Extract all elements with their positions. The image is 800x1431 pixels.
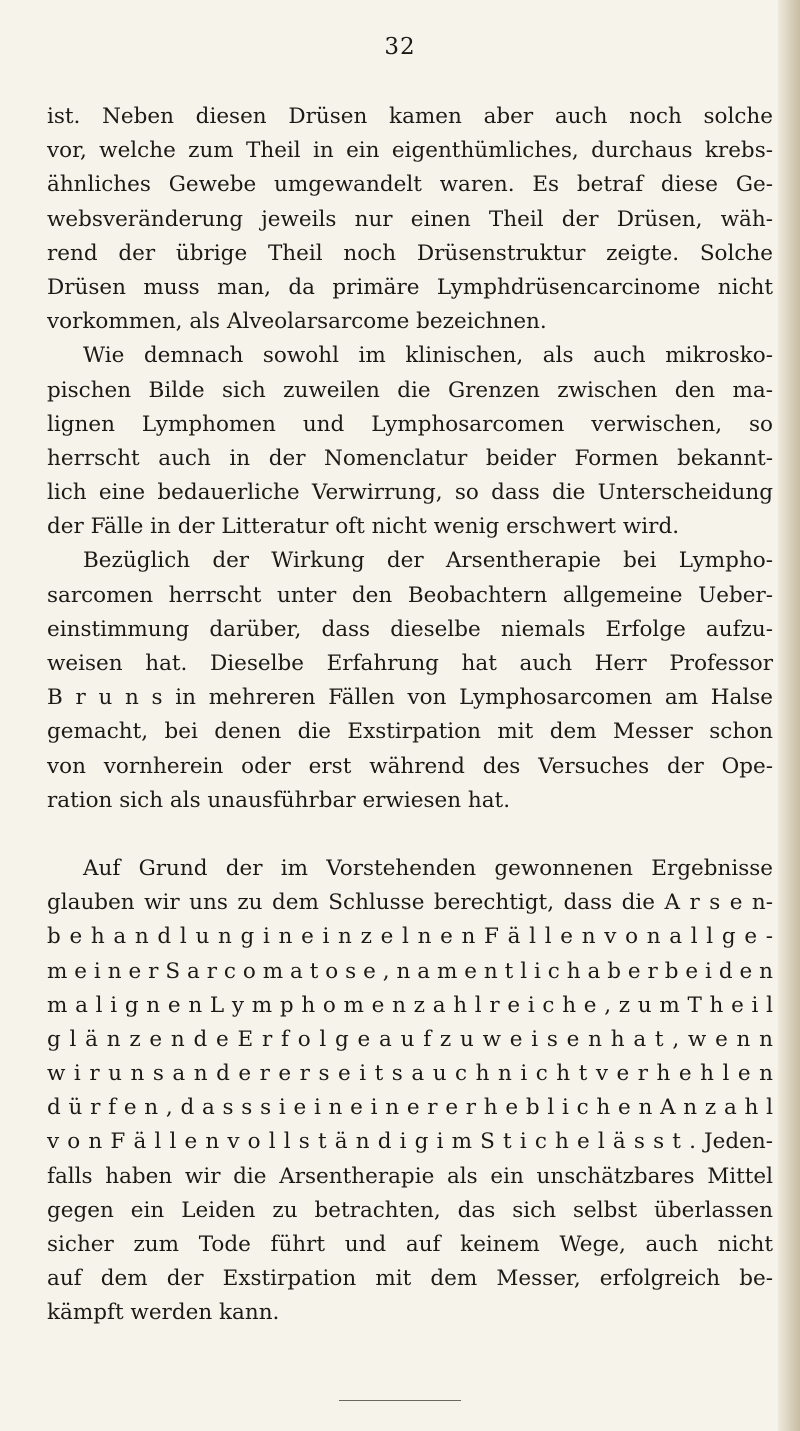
- text-line: Bezüglich der Wirkung der Arsentherapie bei Lympho-: [83, 548, 773, 574]
- text-line: g l ä n z e n d e E r f o l g e a u f z u w e i s e n h a t , w e n n: [47, 1026, 773, 1052]
- paragraph: [47, 339, 773, 544]
- text-line: lich eine bedauerliche Verwirrung, so dass die Unterscheidung: [47, 480, 773, 506]
- text-line: m a l i g n e n L y m p h o m e n z a h l r e i c h e , z u m T h e i l: [47, 992, 773, 1018]
- page-number: 32: [384, 34, 416, 60]
- text-line: d ü r f e n , d a s s s i e i n e i n e r e r h e b l i c h e n A n z a h l: [47, 1095, 773, 1121]
- text-line: pischen Bilde sich zuweilen die Grenzen zwischen den ma-: [47, 377, 773, 403]
- text-line: vor, welche zum Theil in ein eigenthümliches, durchaus krebs-: [47, 138, 773, 164]
- text-line: einstimmung darüber, dass dieselbe niemals Erfolge aufzu-: [47, 616, 773, 642]
- text-line: vorkommen, als Alveolarsarcome bezeichnen.: [47, 309, 547, 335]
- text-line: b e h a n d l u n g i n e i n z e l n e n F ä l l e n v o n a l l g e -: [47, 924, 773, 950]
- text-line: rend der übrige Theil noch Drüsenstruktur zeigte. Solche: [47, 240, 773, 266]
- body-text: [47, 100, 773, 1331]
- text-line: gemacht, bei denen die Exstirpation mit dem Messer schon: [47, 719, 773, 745]
- text-line: der Fälle in der Litteratur oft nicht wenig erschwert wird.: [47, 514, 680, 540]
- text-line: Wie demnach sowohl im klinischen, als auch mikrosko-: [83, 343, 773, 369]
- page-edge: [778, 0, 800, 1431]
- text-line: glauben wir uns zu dem Schlusse berechtigt, dass die A r s e n-: [47, 890, 773, 916]
- text-line: ration sich als unausführbar erwiesen hat.: [47, 787, 511, 813]
- text-line: gegen ein Leiden zu betrachten, das sich selbst überlassen: [47, 1197, 773, 1223]
- text-line: falls haben wir die Arsentherapie als ein unschätzbares Mittel: [47, 1163, 773, 1189]
- paragraph: [47, 852, 773, 1331]
- text-line: m e i n e r S a r c o m a t o s e , n a m e n t l i c h a b e r b e i d e n: [47, 958, 773, 984]
- text-line: kämpft werden kann.: [47, 1300, 280, 1326]
- text-line: herrscht auch in der Nomenclatur beider Formen bekannt-: [47, 445, 773, 471]
- text-line: ist. Neben diesen Drüsen kamen aber auch noch solche: [47, 104, 773, 129]
- text-line: weisen hat. Dieselbe Erfahrung hat auch Herr Professor: [47, 651, 773, 676]
- text-line: von vornherein oder erst während des Versuches der Ope-: [47, 753, 773, 779]
- text-line: v o n F ä l l e n v o l l s t ä n d i g i m S t i c h e l ä s s t . Jeden-: [47, 1129, 773, 1155]
- section-separator: [339, 1400, 461, 1401]
- text-line: lignen Lymphomen und Lymphosarcomen verwischen, so: [47, 411, 773, 437]
- text-line: sarcomen herrscht unter den Beobachtern allgemeine Ueber-: [47, 582, 773, 608]
- text-line: websveränderung jeweils nur einen Theil der Drüsen, wäh-: [47, 206, 773, 232]
- text-line: ähnliches Gewebe umgewandelt waren. Es betraf diese Ge-: [47, 172, 773, 198]
- text-line: sicher zum Tode führt und auf keinem Wege, auch nicht: [47, 1232, 773, 1257]
- paragraph: [47, 544, 773, 818]
- text-line: B r u n s in mehreren Fällen von Lymphosarcomen am Halse: [47, 685, 773, 711]
- paragraph: [47, 100, 773, 339]
- text-line: auf dem der Exstirpation mit dem Messer, erfolgreich be-: [47, 1266, 773, 1292]
- text-line: Auf Grund der im Vorstehenden gewonnenen Ergebnisse: [83, 855, 773, 881]
- text-line: Drüsen muss man, da primäre Lymphdrüsencarcinome nicht: [47, 274, 773, 300]
- text-line: w i r u n s a n d e r e r s e i t s a u c h n i c h t v e r h e h l e n: [47, 1061, 773, 1087]
- paragraph-gap: [47, 818, 773, 852]
